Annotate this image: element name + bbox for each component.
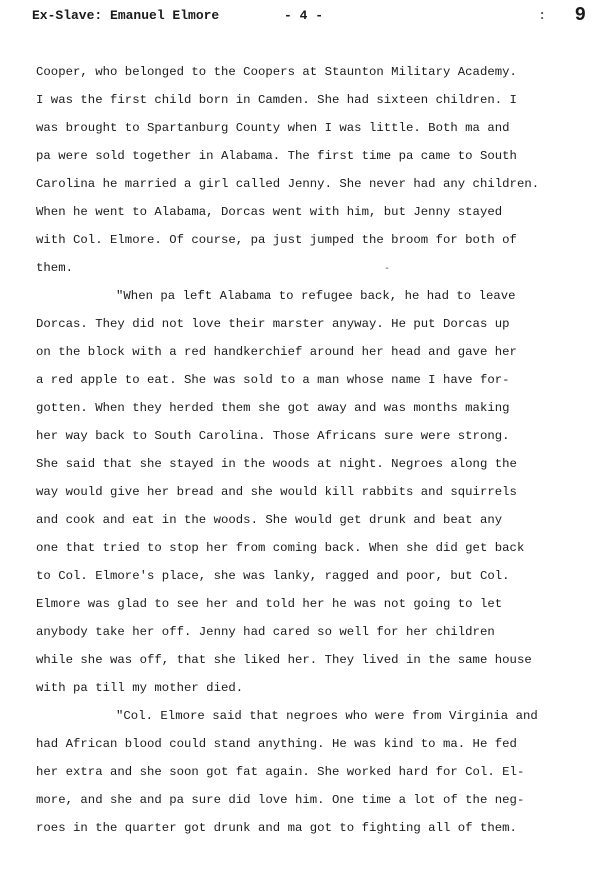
text-line: was brought to Spartanburg County when I was little. Both ma and: [36, 121, 510, 135]
text-line: Cooper, who belonged to the Coopers at Staunton Military Academy.: [36, 65, 517, 79]
body-text: [36, 58, 592, 842]
stray-mark: -: [384, 264, 391, 275]
text-line: while she was off, that she liked her. They lived in the same house: [36, 653, 532, 667]
text-line: Elmore was glad to see her and told her he was not going to let: [36, 597, 503, 611]
text-line: her way back to South Carolina. Those Africans sure were strong.: [36, 429, 510, 443]
text-line: them.: [36, 261, 73, 275]
text-line: with pa till my mother died.: [36, 681, 244, 695]
text-line: a red apple to eat. She was sold to a man whose name I have for-: [36, 373, 510, 387]
page-marking: - 4 -: [284, 8, 324, 23]
text-line: She said that she stayed in the woods at night. Negroes along the: [36, 457, 517, 471]
page-number: 9: [574, 4, 586, 26]
text-line: one that tried to stop her from coming back. When she did get back: [36, 541, 525, 555]
text-line: When he went to Alabama, Dorcas went with him, but Jenny stayed: [36, 205, 503, 219]
text-line: I was the first child born in Camden. She had sixteen children. I: [36, 93, 517, 107]
text-line: way would give her bread and she would kill rabbits and squirrels: [36, 485, 517, 499]
text-line: her extra and she soon got fat again. She worked hard for Col. El-: [36, 765, 525, 779]
text-line: roes in the quarter got drunk and ma got to fighting all of them.: [36, 821, 517, 835]
text-line: to Col. Elmore's place, she was lanky, ragged and poor, but Col.: [36, 569, 510, 583]
page-header: [32, 4, 592, 28]
paragraph-start-line: "When pa left Alabama to refugee back, he had to leave: [116, 289, 516, 303]
margin-mark: :: [538, 8, 546, 23]
text-line: Carolina he married a girl called Jenny. She never had any children.: [36, 177, 540, 191]
text-line: pa were sold together in Alabama. The first time pa came to South: [36, 149, 517, 163]
text-line: anybody take her off. Jenny had cared so well for her children: [36, 625, 495, 639]
text-line: more, and she and pa sure did love him. One time a lot of the neg-: [36, 793, 525, 807]
paragraph-start-line: "Col. Elmore said that negroes who were from Virginia and: [116, 709, 538, 723]
text-line: Dorcas. They did not love their marster anyway. He put Dorcas up: [36, 317, 510, 331]
text-line: on the block with a red handkerchief around her head and gave her: [36, 345, 517, 359]
text-line: had African blood could stand anything. He was kind to ma. He fed: [36, 737, 517, 751]
text-line: with Col. Elmore. Of course, pa just jumped the broom for both of: [36, 233, 517, 247]
text-line: gotten. When they herded them she got away and was months making: [36, 401, 510, 415]
text-line: and cook and eat in the woods. She would get drunk and beat any: [36, 513, 503, 527]
document-title: Ex-Slave: Emanuel Elmore: [32, 8, 220, 23]
